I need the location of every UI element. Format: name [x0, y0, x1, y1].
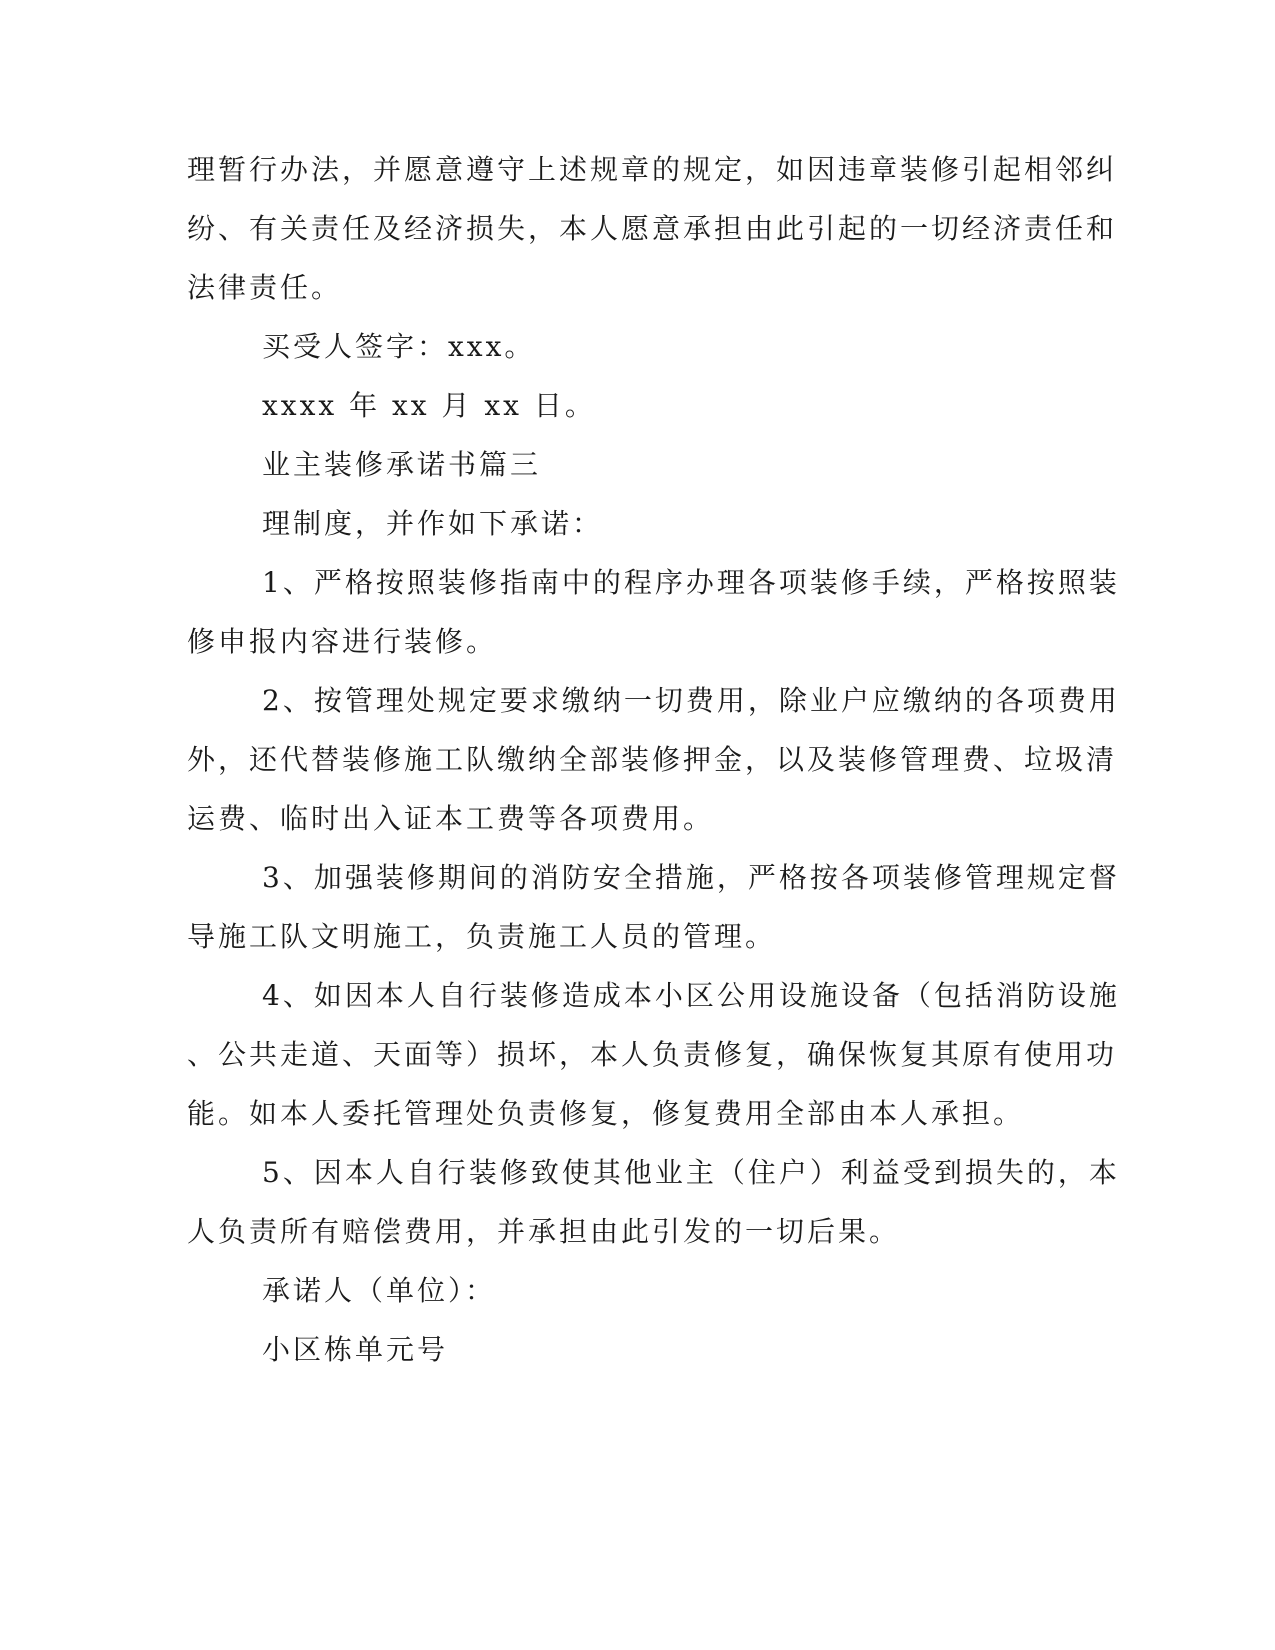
list-item-line: 人负责所有赔偿费用，并承担由此引发的一切后果。 [187, 1215, 901, 1248]
list-item-line: 修申报内容进行装修。 [187, 625, 498, 658]
list-item-line: 4、如因本人自行装修造成本小区公用设施设备（包括消防设施 [262, 979, 1120, 1012]
list-item-line: 能。如本人委托管理处负责修复，修复费用全部由本人承担。 [187, 1097, 1025, 1130]
list-item-line: 2、按管理处规定要求缴纳一切费用，除业户应缴纳的各项费用 [262, 684, 1120, 717]
paragraph-line: 理暂行办法，并愿意遵守上述规章的规定，如因违章装修引起相邻纠 [187, 153, 1118, 186]
paragraph-line: 纷、有关责任及经济损失，本人愿意承担由此引起的一切经济责任和 [187, 212, 1118, 245]
section-title: 业主装修承诺书篇三 [262, 448, 542, 481]
address-line: 小区栋单元号 [262, 1333, 449, 1366]
list-item-line: 导施工队文明施工，负责施工人员的管理。 [187, 920, 777, 953]
list-item-line: 3、加强装修期间的消防安全措施，严格按各项装修管理规定督 [262, 861, 1120, 894]
intro-line: 理制度，并作如下承诺： [262, 507, 604, 540]
paragraph-line: 法律责任。 [187, 271, 343, 304]
list-item-line: 外，还代替装修施工队缴纳全部装修押金，以及装修管理费、垃圾清 [187, 743, 1118, 776]
list-item-line: 、公共走道、天面等）损坏，本人负责修复，确保恢复其原有使用功 [187, 1038, 1118, 1071]
list-item-line: 5、因本人自行装修致使其他业主（住户）利益受到损失的，本 [262, 1156, 1120, 1189]
list-item-line: 1、严格按照装修指南中的程序办理各项装修手续，严格按照装 [262, 566, 1120, 599]
promisor-line: 承诺人（单位）： [262, 1274, 497, 1307]
list-item-line: 运费、临时出入证本工费等各项费用。 [187, 802, 715, 835]
date-line: xxxx 年 xx 月 xx 日。 [262, 389, 596, 422]
signature-line: 买受人签字：xxx。 [262, 330, 536, 363]
